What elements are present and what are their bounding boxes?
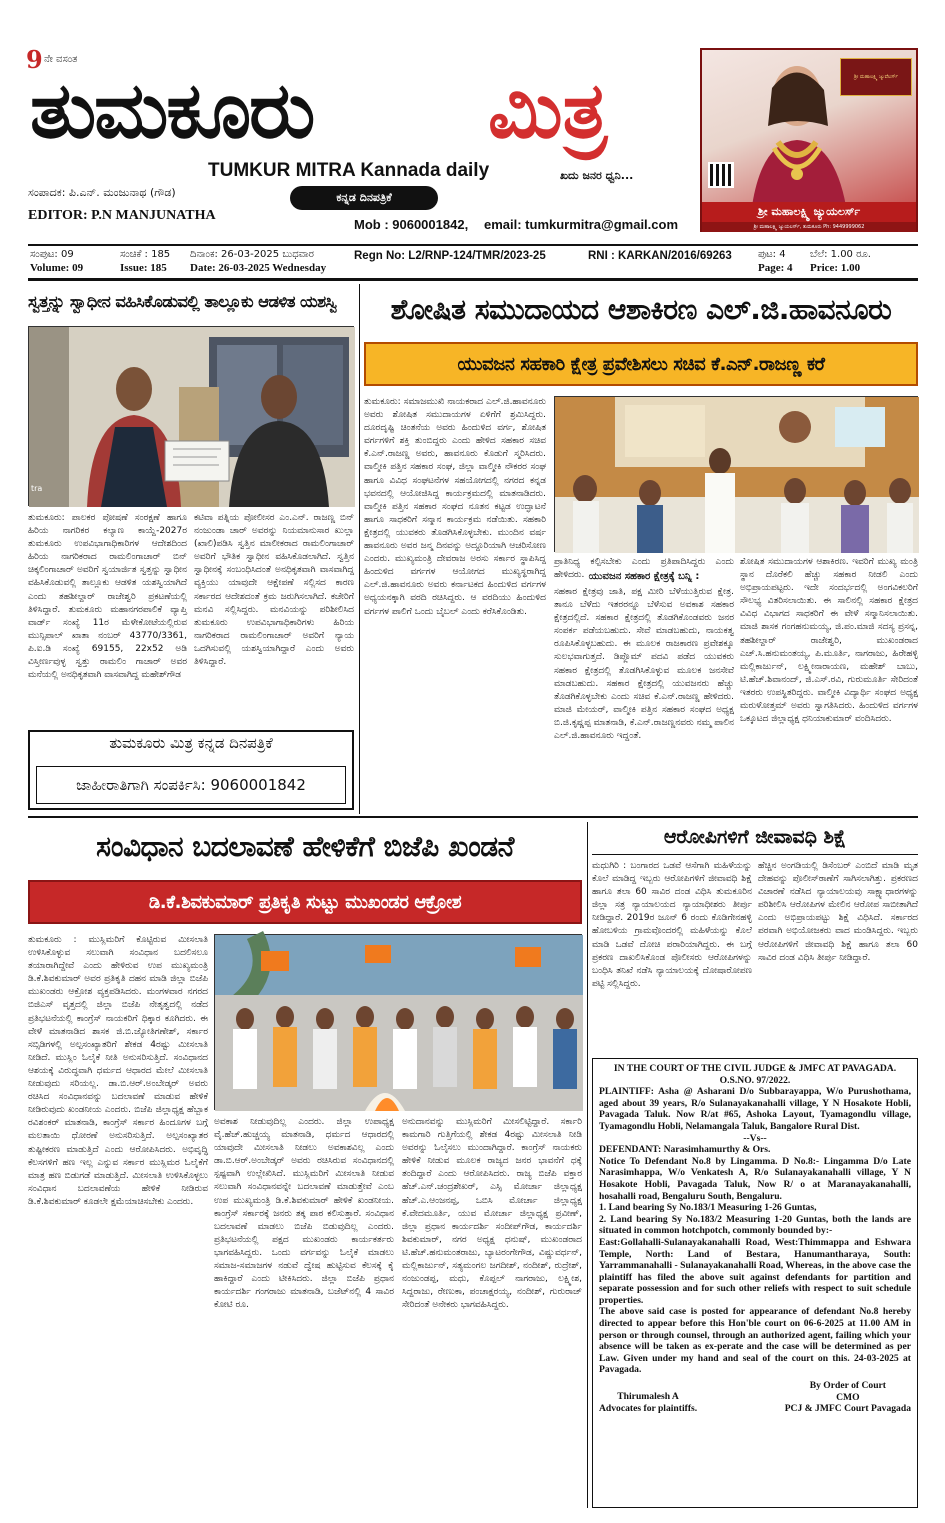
legal-notice-summons-to: Notice To Defendant No.8 by Lingamma. D No.8:- Lingamma D/o Late Narasimhappa, W/o Venkatesh A, R/o Sulanayakanahalli village, Y N Hosakote Hobli, Pavagada Taluk, Now R/ o at Maranayakanahalli, hosahalli road, Bengaluru South, Bengaluru. [599,1155,911,1202]
story-left-headline: ಸ್ವತ್ತನ್ನು ಸ್ವಾಧೀನ ವಹಿಸಿಕೊಡುವಲ್ಲಿ ತಾಲ್ಲೂಕು ಆಡಳಿತ ಯಶಸ್ವಿ [28,292,337,311]
legal-notice-advocate-name: Thirumalesh A [617,1391,679,1403]
legal-notice-summons: The above said case is posted for appearance of defendant No.8 hereby directed to appear before this Hon'ble court on 06-6-2025 at 11.00 AM in person or through counsel, through an authorized agent, failing which your absence will be taken as ex-perate and the case will be determined as per Law. Given under my hand and seal of the court on this. 24-03-2025 at Pavagada. [599,1306,911,1376]
masthead-title-tumakuru: ತುಮಕೂರು [30,66,314,156]
issue-kn-pages: ಪುಟ: 4 [758,249,786,260]
ad-brand-band [702,202,916,222]
legal-notice-plaintiff: PLAINTIFF: Asha @ Asharani D/o Subbarayappa, W/o Purushothama, aged about 39 years, R/o Sulanayakanahalli village, Y N Hosakote Hobli, Pavagada Taluk. Now R/at #65, Ashoka Layout, Tyamagondlu village, Tyamagondlu Hobli, Nelamangala Taluk, Bangalore Rural Dist. [599,1086,911,1132]
story-main-column-2-lead: ಪ್ರಾತಿನಿಧ್ಯ ಕಲ್ಪಿಸಬೇಕು ಎಂದು ಪ್ರತಿಪಾದಿಸಿದ್ದರು ಎಂದು ಹೇಳಿದರು. [554,557,734,581]
story-bjp-photo [214,934,582,1110]
story-bjp-subhead [28,880,582,924]
legal-notice-land-2: 2. Land bearing Sy No.183/2 Measuring 1-20 Guntas, both the lands are situated in common hotchpotch, commonly bounded by:- [599,1213,911,1237]
masthead-title-mitra: ಮಿತ್ರ [488,66,608,156]
story-verdict-underline [592,854,918,855]
story-bjp-column-1: ತುಮಕೂರು : ಮುಸ್ಲಿಮರಿಗೆ ಕೊಟ್ಟಿರುವ ಮೀಸಲಾತಿ ಉಳಿಸಿಕೊಳ್ಳುವ ಸಲುವಾಗಿ ಸಂವಿಧಾನ ಬದಲಿಸಲೂ ತಯಾರಾಗಿದ್ದೇವೆ ಎಂದು ಹೇಳಿರುವ ಉಪ ಮುಖ್ಯಮಂತ್ರಿ ಡಿ.ಕೆ.ಶಿವಕುಮಾರ್ ಅವರ ಪ್ರತಿಕೃತಿ ದಹನ ಮಾಡಿ ಜಿಲ್ಲಾ ಬಿಜೆಪಿ ಮುಖಂಡರು ಆಕ್ರೋಶ ವ್ಯಕ್ತಪಡಿಸಿದರು. ಮಂಗಳವಾರ ನಗರದ ಬಿಜಿಎಸ್ ವೃತ್ತದಲ್ಲಿ ಜಿಲ್ಲಾ ಬಿಜೆಪಿ ನೇತೃತ್ವದಲ್ಲಿ ನಡೆದ ಪ್ರತಿಭಟನೆಯಲ್ಲಿ ಕಾಂಗ್ರೆಸ್ ನಾಯಕರಿಗೆ ಧಿಕ್ಕಾರ ಕೂಗಿದರು. ಈ ವೇಳೆ ಮಾತನಾಡಿದ ಶಾಸಕ ಜಿ.ಬಿ.ಜ್ಯೋತಿಗಣೇಶ್, ಸರ್ಕಾರ ಸಬ್ಸಿಡಿಗಳಲ್ಲಿ ಅಲ್ಪಸಂಖ್ಯಾತರಿಗೆ ಶೇಕಡ 4ರಷ್ಟು ಮೀಸಲಾತಿ ನೀಡಿದೆ. ಮುಸ್ಲಿಂ ಓಲೈಕೆ ನೀತಿ ಅನುಸರಿಸುತ್ತಿದೆ. ಸಂವಿಧಾನದ ಆಶಯಕ್ಕೆ ವಿರುದ್ಧವಾಗಿ ಧರ್ಮದ ಆಧಾರದ ಮೇಲೆ ಮೀಸಲಾತಿ ನೀಡುವುದು ಸರಿಯಲ್ಲ. ಡಾ.ಬಿ.ಆರ್.ಅಂಬೇಡ್ಕರ್ ಅವರು ರಚಿಸಿದ ಸಂವಿಧಾನವನ್ನು ಬದಲಾವಣೆ ಮಾಡುವ ಹೇಳಿಕೆ ನೀಡಿರುವುದು ಖಂಡನೀಯ ಎಂದರು. ಬಿಜೆಪಿ ಜಿಲ್ಲಾಧ್ಯಕ್ಷ ಹೆಬ್ಬಾಕ ರವಿಶಂಕರ್ ಮಾತನಾಡಿ, ಕಾಂಗ್ರೆಸ್ ಸರ್ಕಾರ ಹಿಂದೂಗಳ ಬಗ್ಗೆ ಮಲತಾಯಿ ಧೋರಣೆ ಅನುಸರಿಸುತ್ತಿದೆ. ಅಲ್ಪಸಂಖ್ಯಾತರ ತುಷ್ಟೀಕರಣ ಮಾಡುತ್ತಿದೆ ಎಂದು ಆರೋಪಿಸಿದರು. ಅಭಿವೃದ್ಧಿ ಕೆಲಸಗಳಿಗೆ ಹಣ ಇಲ್ಲ ಎನ್ನುವ ಸರ್ಕಾರ ಮುಸ್ಲಿಮರ ಓಲೈಕೆಗೆ ಮಾತ್ರ ಹಣ ಬಿಡುಗಡೆ ಮಾಡುತ್ತಿದೆ. ಮೀಸಲಾತಿ ಉಳಿಸಿಕೊಳ್ಳಲು ಸಂವಿಧಾನ ಬದಲಾವಣೆಯ ಹೇಳಿಕೆ ನೀಡಿರುವ ಡಿ.ಕೆ.ಶಿವಕುಮಾರ್ ಕೂಡಲೇ ಕ್ಷಮೆಯಾಚಿಸಬೇಕು ಎಂದರು. [28,935,208,1207]
legal-notice-order-role: CMO [836,1391,860,1403]
editor-english: EDITOR: P.N MANJUNATHA [28,208,216,223]
house-advertisement[interactable] [28,730,354,810]
column-divider-left [359,284,360,814]
ad-logo-text: ಶ್ರೀ ಮಹಾಲಕ್ಷ್ಮಿ ಜ್ಯುವೆಲರ್ಸ್ [853,74,899,80]
ad-model-image [742,56,852,206]
ad-brand-name: ಶ್ರೀ ಮಹಾಲಕ್ಷ್ಮಿ ಜ್ಯುಯಲರ್ಸ್ [757,205,861,218]
story-bjp-column-2: ಅವಕಾಶ ನೀಡುವುದಿಲ್ಲ ಎಂದರು. ಜಿಲ್ಲಾ ಉಪಾಧ್ಯಕ್ಷ ವೈ.ಹೆಚ್.ಹುಚ್ಚಯ್ಯ ಮಾತನಾಡಿ, ಧರ್ಮದ ಆಧಾರದಲ್ಲಿ ಯಾವುದೇ ಮೀಸಲಾತಿ ನೀಡಲು ಅವಕಾಶವಿಲ್ಲ ಎಂದು ಡಾ.ಬಿ.ಆರ್.ಅಂಬೇಡ್ಕರ್ ಅವರು ರಚಿಸಿರುವ ಸಂವಿಧಾನದಲ್ಲಿ ಸ್ಪಷ್ಟವಾಗಿ ಉಲ್ಲೇಖಿಸಿದೆ. ಮುಸ್ಲಿಮರಿಗೆ ಮೀಸಲಾತಿ ನೀಡುವ ಸಲುವಾಗಿ ಸಂವಿಧಾನವನ್ನೇ ಬದಲಾವಣೆ ಮಾಡುತ್ತೇವೆ ಎಂಬ ಉಪ ಮುಖ್ಯಮಂತ್ರಿ ಡಿ.ಕೆ.ಶಿವಕುಮಾರ್ ಹೇಳಿಕೆ ಖಂಡನೀಯ. ಕಾಂಗ್ರೆಸ್ ಸರ್ಕಾರಕ್ಕೆ ಜನರು ತಕ್ಕ ಪಾಠ ಕಲಿಸುತ್ತಾರೆ. ಸಂವಿಧಾನ ಬದಲಾವಣೆ ಮಾಡಲು ಬಿಜೆಪಿ ಬಿಡುವುದಿಲ್ಲ ಎಂದರು. ಪ್ರತಿಭಟನೆಯಲ್ಲಿ ಪಕ್ಷದ ಮುಖಂಡರು ಕಾರ್ಯಕರ್ತರು ಭಾಗವಹಿಸಿದ್ದರು. ಒಂದು ವರ್ಗವನ್ನು ಓಲೈಕೆ ಮಾಡಲು ಸಮಾಜ-ಸಮಾಜಗಳ ನಡುವೆ ದ್ವೇಷ ಹುಟ್ಟಿಸುವ ಕೆಲಸಕ್ಕೆ ಕೈ ಹಾಕಿದ್ದಾರೆ ಎಂದು ಟೀಕಿಸಿದರು. ಜಿಲ್ಲಾ ಬಿಜೆಪಿ ಪ್ರಧಾನ ಕಾರ್ಯದರ್ಶಿ ಗಂಗರಾಜು ಮಾತನಾಡಿ, ಬಜೆಟ್‌ನಲ್ಲಿ 4 ಸಾವಿರ ಕೋಟಿ ರೂ. [214,1117,394,1311]
issue-en-pages: Page: 4 [758,262,793,274]
house-ad-inner-box [36,766,346,804]
masthead-english-name: TUMKUR MITRA Kannada daily [208,160,490,181]
issue-kn-price: ಬೆಲೆ: 1.00 ರೂ. [810,249,871,260]
legal-notice-order-court: PCJ & JMFC Court Pavagada [784,1403,911,1415]
masthead-tagline: ಖದು ಜನರ ಧ್ವನಿ... [560,169,634,182]
edition-number: 9 [26,45,43,74]
story-main-photo [554,396,918,552]
contact-email: email: tumkurmitra@gmail.com [484,217,679,232]
issue-kn-issue: ಸಂಚಿಕೆ : 185 [120,249,171,260]
story-bjp-subhead-text: ಡಿ.ಕೆ.ಶಿವಕುಮಾರ್ ಪ್ರತಿಕೃತಿ ಸುಟ್ಟು ಮುಖಂಡರ ಆಕ್ರೋಶ [148,891,462,913]
story-left-column-2: ಕಟಿವಾ ಪತ್ನಿಯ ಪೋಲೀಸರ ಎಂ.ಎನ್. ರಾಜಣ್ಣ ಬಿನ್ ನಂಜುಂಡಾ ಚಾರ್ ಅವರನ್ನು ನಿಯಮಾನುಸಾರ ಖುಲ್ಲಾ (ಖಾಲಿ)ಪಡಿಸಿ ಸ್ವತ್ತಿನ ಮಾಲೀಕರಾದ ರಾಮಲಿಂಗಾಚಾರ್ ಅವರಿಗೆ ಭೌತಿಕ ಸ್ವಾಧೀನ ವಹಿಸಿಕೊಡಲಾಗಿದೆ. ಸ್ವತ್ತಿನ ಸ್ವಾಧೀನಕ್ಕೆ ಸಂಬಂಧಿಸಿದಂತೆ ಅನಧಿಕೃತವಾಗಿ ವಾಸವಾಗಿದ್ದ ವ್ಯಕ್ತಿಯು ಯಾವುದೇ ಆಕ್ಷೇಪಣೆ ಸಲ್ಲಿಸದ ಕಾರಣ ಸರ್ಕಾರದ ಆದೇಶದಂತೆ ಕ್ರಮ ಜರುಗಿಸಲಾಗಿದೆ. ಕಚೇರಿಗೆ ಮನವಿ ಸಲ್ಲಿಸಿದ್ದರು. ಮನವಿಯನ್ನು ಪರಿಶೀಲಿಸಿದ ತುಮಕೂರು ಉಪವಿಭಾಗಾಧಿಕಾರಿಗಳು ಹಿರಿಯ ನಾಗರಿಕರಾದ ರಾಮಲಿಂಗಾಚಾರ್ ಅವರಿಗೆ ನ್ಯಾಯ ಒದಗಿಸುವಲ್ಲಿ ಯಶಸ್ವಿಯಾಗಿದ್ದಾರೆ ಎಂದು ಅವರು ತಿಳಿಸಿದ್ದಾರೆ. [194,513,354,668]
contact-mobile: Mob : 9060001842, [354,217,469,232]
legal-notice-boundaries: East:Gollahalli-Sulanayakanahalli Road, West:Thimmappa and Eshwara Temple, North: Land of Bestara, Hanumantharaya, South: Yarrammanahalli - Sulanayakanahalli Road, Whereas, in the above case the plaintiff has filed the above suit against defendants for partition and separate possession and for such other reliefs with respect to suit schedule properties. [599,1236,911,1306]
story-left-photo [28,326,354,506]
story-main-column-2-subhead: ಯುವಜನ ಸಹಕಾರ ಕ್ಷೇತ್ರಕ್ಕೆ ಬನ್ನಿ : [588,571,700,582]
masthead-divider-bottom [28,278,918,281]
issue-en-volume: Volume: 09 [30,262,84,274]
story-main-subhead [364,342,918,386]
legal-notice-case-number: O.S.NO. 97/2022. [719,1074,791,1086]
ad-qr-code [708,162,734,188]
issue-kn-volume: ಸಂಪುಟ: 09 [30,249,74,260]
section-divider-middle [28,816,918,818]
house-ad-line-2: ಜಾಹೀರಾತಿಗಾಗಿ ಸಂಪರ್ಕಿಸಿ: 9060001842 [76,776,306,794]
legal-notice-defendant: DEFENDANT: Narasimhamurthy & Ors. [599,1144,771,1156]
column-divider-right [587,822,588,1508]
issue-en-date: Date: 26-03-2025 Wednesday [190,262,327,274]
story-left-column-1: ತುಮಕೂರು: ಪಾಲಕರ ಪೋಷಣೆ ಸಂರಕ್ಷಣೆ ಹಾಗೂ ಹಿರಿಯ ನಾಗರಿಕರ ಕಲ್ಯಾಣ ಕಾಯ್ದೆ-2027ರ ತುಮಕೂರು ಉಪವಿಭಾಗಾಧಿಕಾರಿಗಳ ಆದೇಶದಿಂದ ಹಿರಿಯ ನಾಗರಿಕರಾದ ರಾಮಲಿಂಗಾಚಾರ್ ಬಿನ್ ಚಿಕ್ಕಲಿಂಗಾಚಾರ್ ಅವರಿಗೆ ಸ್ವಯಾರ್ಜಿತ ಸ್ವತ್ತನ್ನು ಸ್ವಾಧೀನ ವಹಿಸಿಕೊಡುವಲ್ಲಿ ತಾಲ್ಲೂಕು ಆಡಳಿತ ಯಶಸ್ವಿಯಾಗಿದೆ ಎಂದು ತಹಶೀಲ್ದಾರ್ ರಾಜೇಶ್ವರಿ ಪ್ರಕಟಣೆಯಲ್ಲಿ ತಿಳಿಸಿದ್ದಾರೆ. ತುಮಕೂರು ಮಹಾನಗರಪಾಲಿಕೆ ವ್ಯಾಪ್ತಿ ವಾರ್ಡ್ ಸಂಖ್ಯೆ 11ರ ಮೆಳೇಕೋಟೆಯಲ್ಲಿರುವ ಮುನ್ಸಿಪಾಲ್ ಖಾತಾ ನಂಬರ್ 43770/3361, ಪಿ.ಐ.ಡಿ ಸಂಖ್ಯೆ 69155, 22x52 ಅಡಿ ವಿಸ್ತೀರ್ಣವುಳ್ಳ ಸ್ವತ್ತು ರಾಮಲಿಂ ಗಾಚಾರ್ ಅವರ ಮನೆಯಲ್ಲಿ ಅನಧಿಕೃತವಾಗಿ ವಾಸವಾಗಿದ್ದ ಮಹೇಶ್‌ಗೌಡ [28,513,187,681]
story-main-subhead-text: ಯುವಜನ ಸಹಕಾರಿ ಕ್ಷೇತ್ರ ಪ್ರವೇಶಿಸಲು ಸಚಿವ ಕೆ.ಎನ್.ರಾಜಣ್ಣ ಕರೆ [457,353,825,375]
rni-number: RNI : KARKAN/2016/69263 [588,250,732,262]
story-verdict-column-2: ಹೆಚ್ಚಿನ ಅಂಗಡಿಯಲ್ಲಿ ಡಿಸೆಂಬರ್ ಎಂಬಿದೆ ಮಾಡಿ ಮೃತ ದೇಹವನ್ನು ಪೊಲೀಸ್‌ಠಾಣೆಗೆ ಸಾಗಿಸಲಾಗಿತ್ತು. ಪ್ರಕರಣದ ವಿಚಾರಣೆ ನಡೆಸಿದ ನ್ಯಾಯಾಲಯವು ಸಾಕ್ಷ್ಯಾಧಾರಗಳನ್ನು ಪರಿಶೀಲಿಸಿ ಆರೋಪಿಗಳ ಮೇಲಿನ ಆರೋಪ ಸಾಬೀತಾಗಿದೆ ಎಂದು ಅಭಿಪ್ರಾಯಪಟ್ಟು ಶಿಕ್ಷೆ ವಿಧಿಸಿದೆ. ಸರ್ಕಾರದ ಪರವಾಗಿ ಅಭಿಯೋಜಕರು ವಾದ ಮಂಡಿಸಿದ್ದರು. ಇಬ್ಬರು ಆರೋಪಿಗಳಿಗೆ ಜೀವಾವಧಿ ಶಿಕ್ಷೆ ಹಾಗೂ ತಲಾ 60 ಸಾವಿರ ದಂಡ ವಿಧಿಸಿ ತೀರ್ಪು ನೀಡಿದ್ದಾರೆ. [758,861,918,963]
story-main-column-2: ಸಹಕಾರ ಕ್ಷೇತ್ರವು ಜಾತಿ, ಪಕ್ಷ ಮೀರಿ ಬೆಳೆಯುತ್ತಿರುವ ಕ್ಷೇತ್ರ. ತಾನೂ ಬೆಳೆದು ಇತರರನ್ನೂ ಬೆಳೆಸುವ ಅವಕಾಶ ಸಹಕಾರ ಕ್ಷೇತ್ರದಲ್ಲಿದೆ. ಸಹಕಾರ ಕ್ಷೇತ್ರದಲ್ಲಿ ತೊಡಗಿಕೊಂಡವರು ಜನರ ಸಂಪರ್ಕ ಪಡೆಯಬಹುದು. ಸೇವೆ ಮಾಡಬಹುದು, ನಾಯಕತ್ವ ರೂಪಿಸಿಕೊಳ್ಳಬಹುದು. ಈ ಮೂಲಕ ರಾಜಕಾರಣ ಪ್ರವೇಶಕ್ಕೂ ಸುಲಭವಾಗುತ್ತದೆ. ಡಿಪ್ಲೊಮ್ ಪದವಿ ಪಡೆದ ಯುವಕರು ಸಹಕಾರ ಕ್ಷೇತ್ರದಲ್ಲಿ ತೊಡಗಿಸಿಕೊಳ್ಳುವ ಮೂಲಕ ಜನಸೇವೆ ಮಾಡಬಹುದು. ಸಹಕಾರ ಕ್ಷೇತ್ರದಲ್ಲಿ ಯುವಜನರು ಹೆಚ್ಚು ತೊಡಗಿಕೊಳ್ಳಬೇಕು ಎಂದು ಸಚಿವ ಕೆ.ಎನ್.ರಾಜಣ್ಣ ಹೇಳಿದರು. ಮಾಜಿ ಮೇಯರ್, ವಾಲ್ಮೀಕಿ ಪತ್ತಿನ ಸಹಕಾರ ಸಂಘದ ಅಧ್ಯಕ್ಷ ಬಿ.ಜಿ.ಕೃಷ್ಣಪ್ಪ ಮಾತನಾಡಿ, ಕೆ.ಎನ್.ರಾಜಣ್ಣನವರು ನಮ್ಮ ಪಾಲಿನ ಎಲ್.ಜಿ.ಹಾವನೂರು ಇದ್ದಂತೆ. [554,587,734,742]
ad-footer [702,222,916,232]
story-verdict-column-1: ಮಧುಗಿರಿ : ಬಂಗಾರದ ಒಡವೆ ಆಸೆಗಾಗಿ ಮಹಿಳೆಯನ್ನು ಕೊಲೆ ಮಾಡಿದ್ದ ಇಬ್ಬರು ಆರೋಪಿಗಳಿಗೆ ಜೀವಾವಧಿ ಶಿಕ್ಷೆ ಹಾಗೂ ತಲಾ 60 ಸಾವಿರ ದಂಡ ವಿಧಿಸಿ ತುಮಕೂರಿನ ಜಿಲ್ಲಾ ಸತ್ರ ನ್ಯಾಯಾಲಯದ ನ್ಯಾಯಾಧೀಶರು ತೀರ್ಪು ನೀಡಿದ್ದಾರೆ. 2019ರ ಜೂನ್ 6 ರಂದು ಕೊಡಿಗೇನಹಳ್ಳಿ ಹೋಬಳಿಯ ಗ್ರಾಮವೊಂದರಲ್ಲಿ ಮಹಿಳೆಯನ್ನು ಕೊಲೆ ಮಾಡಿ ಒಡವೆ ದೋಚಿ ಪರಾರಿಯಾಗಿದ್ದರು. ಈ ಬಗ್ಗೆ ಪ್ರಕರಣ ದಾಖಲಿಸಿಕೊಂಡ ಪೊಲೀಸರು ಆರೋಪಿಗಳನ್ನು ಬಂಧಿಸಿ ತನಿಖೆ ನಡೆಸಿ ನ್ಯಾಯಾಲಯಕ್ಕೆ ದೋಷಾರೋಪಣ ಪಟ್ಟಿ ಸಲ್ಲಿಸಿದ್ದರು. [592,861,752,989]
issue-en-issue: Issue: 185 [120,262,167,274]
legal-notice-advocate-role: Advocates for plaintiffs. [599,1402,698,1414]
story-verdict-headline: ಆರೋಪಿಗಳಿಗೆ ಜೀವಾವಧಿ ಶಿಕ್ಷೆ [663,826,847,848]
issue-en-price: Price: 1.00 [810,262,861,274]
daily-badge-label: ಕನ್ನಡ ದಿನಪತ್ರಿಕೆ [336,191,392,204]
legal-notice-order-line: By Order of Court [809,1380,886,1392]
story-main-column-1: ತುಮಕೂರು: ಸಮಾಜಮುಖಿ ನಾಯಕರಾದ ಎಲ್.ಜಿ.ಹಾವನೂರು ಅವರು ಶೋಷಿತ ಸಮುದಾಯಗಳ ಏಳಿಗೆಗೆ ಶ್ರಮಿಸಿದ್ದರು. ದೂರದೃಷ್ಟಿ ಚಿಂತನೆಯ ಅವರು ಹಿಂದುಳಿದ ವರ್ಗ, ಶೋಷಿತ ವರ್ಗಗಳಿಗೆ ಶಕ್ತಿ ತುಂಬಿದ್ದರು ಎಂದು ಹೇಳಿದ ಸಹಕಾರ ಸಚಿವ ಕೆ.ಎನ್.ರಾಜಣ್ಣ ಅವರು, ಹಾವನೂರು ಕೊಡುಗೆ ಸ್ಮರಿಸಿದರು. ವಾಲ್ಮೀಕಿ ಪತ್ತಿನ ಸಹಕಾರ ಸಂಘ, ಜಿಲ್ಲಾ ವಾಲ್ಮೀಕಿ ನೌಕರರ ಸಂಘ ಹಾಗೂ ವಿವಿಧ ಸಂಘಟನೆಗಳ ಸಹಯೋಗದಲ್ಲಿ ನಗರದ ಕನ್ನಡ ಭವನದಲ್ಲಿ ಆಯೋಜಿಸಿದ್ದ ಕಾರ್ಯಕ್ರಮದಲ್ಲಿ ಮಾತನಾಡಿದರು. ವಾಲ್ಮೀಕಿ ಪತ್ತಿನ ಸಹಕಾರ ಸಂಘದ ನೂತನ ಕಟ್ಟಡ ಉದ್ಘಾಟನೆ ಹಾಗೂ ಸಾಧಕರಿಗೆ ಸನ್ಮಾನ ಕಾರ್ಯಕ್ರಮ ನಡೆಯಿತು. ಸಹಕಾರಿ ಕ್ಷೇತ್ರದಲ್ಲಿ ಯುವಕರು ತೊಡಗಿಸಿಕೊಳ್ಳಬೇಕು. ಮುಂದಿನ ವರ್ಷ ಹಾವನೂರು ಅವರ ಜನ್ಮ ದಿನವನ್ನು ಅದ್ದೂರಿಯಾಗಿ ಆಚರಿಸೋಣ ಎಂದರು. ಮುಖ್ಯಮಂತ್ರಿ ದೇವರಾಜ ಅರಸು ಸರ್ಕಾರ ಸ್ಥಾಪಿಸಿದ್ದ ಹಿಂದುಳಿದ ವರ್ಗಗಳ ಆಯೋಗದ ಮುಖ್ಯಸ್ಥರಾಗಿದ್ದ ಎಲ್.ಜಿ.ಹಾವನೂರು ಅವರು ಕರ್ನಾಟಕದ ಹಿಂದುಳಿದ ವರ್ಗಗಳ ಅಧ್ಯಯನಕ್ಕಾಗಿ ವರದಿ ರಚಿಸಿದ್ದರು. ಆ ವರದಿಯು ಹಿಂದುಳಿದ ವರ್ಗಗಳ ಪಾಲಿಗೆ ಒಂದು ಬೈಬಲ್ ಎಂದು ಕರೆಸಿಕೊಂಡಿತು. [364,397,546,617]
registration-number: Regn No: L2/RNP-124/TMR/2023-25 [354,250,546,262]
jewellery-advertisement[interactable] [700,48,918,232]
masthead-divider-top [28,244,918,246]
legal-notice-court: IN THE COURT OF THE CIVIL JUDGE & JMFC AT PAVAGADA. [613,1063,897,1074]
ad-logo-box [840,58,912,96]
story-main-column-3: ಶೋಷಿತ ಸಮುದಾಯಗಳ ಆಶಾಕಿರಣ. ಇವರಿಗೆ ಮುಖ್ಯ ಮಂತ್ರಿ ಸ್ಥಾನ ದೊರೆಕಲಿ ಹೆಚ್ಚು ಸಹಕಾರ ನೀಡಲಿ ಎಂದು ಅಭಿಪ್ರಾಯಪಟ್ಟರು. ಇದೇ ಸಂದರ್ಭದಲ್ಲಿ ಅಂಗವಿಕಲರಿಗೆ ಸೌಲಭ್ಯ ವಿತರಿಸಲಾಯಿತು. ಈ ಸಾಲಿನಲ್ಲಿ ಸಹಕಾರ ಕ್ಷೇತ್ರದ ವಿವಿಧ ವಿಭಾಗದ ಸಾಧಕರಿಗೆ ಈ ವೇಳೆ ಸನ್ಮಾನಿಸಲಾಯಿತು. ಮಾಜಿ ಶಾಸಕ ಗಂಗಹನುಮಯ್ಯ, ಜಿ.ಪಂ.ಮಾಜಿ ಸದಸ್ಯ ಪ್ರಸನ್ನ, ತಹಶೀಲ್ದಾರ್ ರಾಜೇಶ್ವರಿ, ಮುಖಂಡರಾದ ಎಚ್.ಸಿ.ಹನುಮಂತಯ್ಯ, ಪಿ.ಮೂರ್ತಿ, ನಾಗರಾಜು, ಹಿರೇಹಳ್ಳಿ ಮಲ್ಲಿಕಾರ್ಜುನ್, ಲಕ್ಷ್ಮೀನಾರಾಯಣ, ಮಹೇಶ್ ಬಾಬು, ಟಿ.ಹೆಚ್.ಶಿವಾನಂದ್, ಜಿ.ಎಸ್.ರವಿ, ಗುರುಮೂರ್ತಿ ಸೇರಿದಂತೆ ಇತರರು ಉಪಸ್ಥಿತರಿದ್ದರು. ವಾಲ್ಮೀಕಿ ವಿದ್ಯಾರ್ಥಿ ಸಂಘದ ಅಧ್ಯಕ್ಷ ಮರುಳೋತ್ತಮ್ ಅವರು ಸ್ವಾಗತಿಸಿದರು. ಹಿಂದುಳಿದ ವರ್ಗಗಳ ಒಕ್ಕೂಟದ ಜಿಲ್ಲಾಧ್ಯಕ್ಷ ಧನಿಯಾಕುಮಾರ್ ವಂದಿಸಿದರು. [740,557,918,725]
ad-footer-text: ಶ್ರೀ ಮಹಾಲಕ್ಷ್ಮಿ ಜ್ಯುಯಲರ್ಸ್, ತುಮಕೂರು Ph: 9449999062 [753,224,865,230]
legal-notice-versus: --Vs-- [743,1132,767,1144]
daily-badge [290,186,438,210]
story-bjp-headline: ಸಂವಿಧಾನ ಬದಲಾವಣೆ ಹೇಳಿಕೆಗೆ ಬಿಜೆಪಿ ಖಂಡನೆ [96,830,514,863]
legal-notice [592,1058,918,1508]
edition-label: ನೇ ವಸಂತ [44,54,78,65]
issue-kn-date: ದಿನಾಂಕ: 26-03-2025 ಬುಧವಾರ [190,249,314,260]
story-main-headline: ಶೋಷಿತ ಸಮುದಾಯದ ಆಶಾಕಿರಣ ಎಲ್.ಜಿ.ಹಾವನೂರು [390,293,892,326]
editor-kannada: ಸಂಪಾದಕ: ಪಿ.ಎನ್. ಮಂಜುನಾಥ (ಗೌಡ) [28,186,176,199]
story-bjp-column-3: ಅನುದಾನವನ್ನು ಮುಸ್ಲಿಮರಿಗೆ ಮೀಸಲಿಟ್ಟಿದ್ದಾರೆ. ಸರ್ಕಾರಿ ಕಾಮಗಾರಿ ಗುತ್ತಿಗೆಯಲ್ಲಿ ಶೇಕಡ 4ರಷ್ಟು ಮೀಸಲಾತಿ ನೀಡಿ ಅವರನ್ನು ಓಲೈಸಲು ಮುಂದಾಗಿದ್ದಾರೆ. ಕಾಂಗ್ರೆಸ್ ನಾಯಕರು ಹೇಳಿಕೆ ನೀಡುವ ಮೂಲಕ ರಾಜ್ಯದ ಜನರ ಭಾವನೆಗೆ ಧಕ್ಕೆ ತಂದಿದ್ದಾರೆ ಎಂದು ಆರೋಪಿಸಿದರು. ರಾಜ್ಯ ಬಿಜೆಪಿ ವಕ್ತಾರ ಹೆಚ್.ಎನ್.ಚಂದ್ರಶೇಖರ್, ಎಸ್ಸಿ ಮೋರ್ಚಾ ಜಿಲ್ಲಾಧ್ಯಕ್ಷ ಹೆಚ್.ಎ.ಆಂಜನಪ್ಪ, ಒಬಿಸಿ ಮೋರ್ಚಾ ಜಿಲ್ಲಾಧ್ಯಕ್ಷ ಕೆ.ವೇದಮೂರ್ತಿ, ಯುವ ಮೋರ್ಚಾ ಜಿಲ್ಲಾಧ್ಯಕ್ಷ ಪ್ರವೀಣ್, ಜಿಲ್ಲಾ ಪ್ರಧಾನ ಕಾರ್ಯದರ್ಶಿ ಸಂದೀಪ್‌ಗೌಡ, ಕಾರ್ಯದರ್ಶಿ ಶಿವಕುಮಾರ್, ನಗರ ಅಧ್ಯಕ್ಷ ಧನುಷ್, ಮುಖಂಡರಾದ ಟಿ.ಹೆಚ್.ಹನುಮಂತರಾಜು, ಬ್ಯಾಟರಂಗೇಗೌಡ, ವಿಷ್ಣುವರ್ಧನ್, ಮಲ್ಲಿಕಾರ್ಜುನ್, ಸತ್ಯಮಂಗಲ ಜಗದೀಶ್, ನಂದೀಶ್, ರುದ್ರೇಶ್, ನಂಜುಂಡಪ್ಪ, ಮಧು, ಕೊಪ್ಪಲ್ ನಾಗರಾಜು, ಲಕ್ಷ್ಮೀಶ, ಸಿದ್ದರಾಜು, ರೇಣುಕಾ, ಪಂಚಾಕ್ಷರಯ್ಯ, ನಂದೀಶ್, ಗುರುರಾಜ್ ಸೇರಿದಂತೆ ಅನೇಕರು ಭಾಗವಹಿಸಿದ್ದರು. [402,1117,582,1311]
story-left-photo-credit: tra [31,484,43,493]
legal-notice-land-1: 1. Land bearing Sy No.183/1 Measuring 1-26 Guntas, [599,1202,817,1214]
house-ad-line-1: ತುಮಕೂರು ಮಿತ್ರ ಕನ್ನಡ ದಿನಪತ್ರಿಕೆ [109,734,273,752]
